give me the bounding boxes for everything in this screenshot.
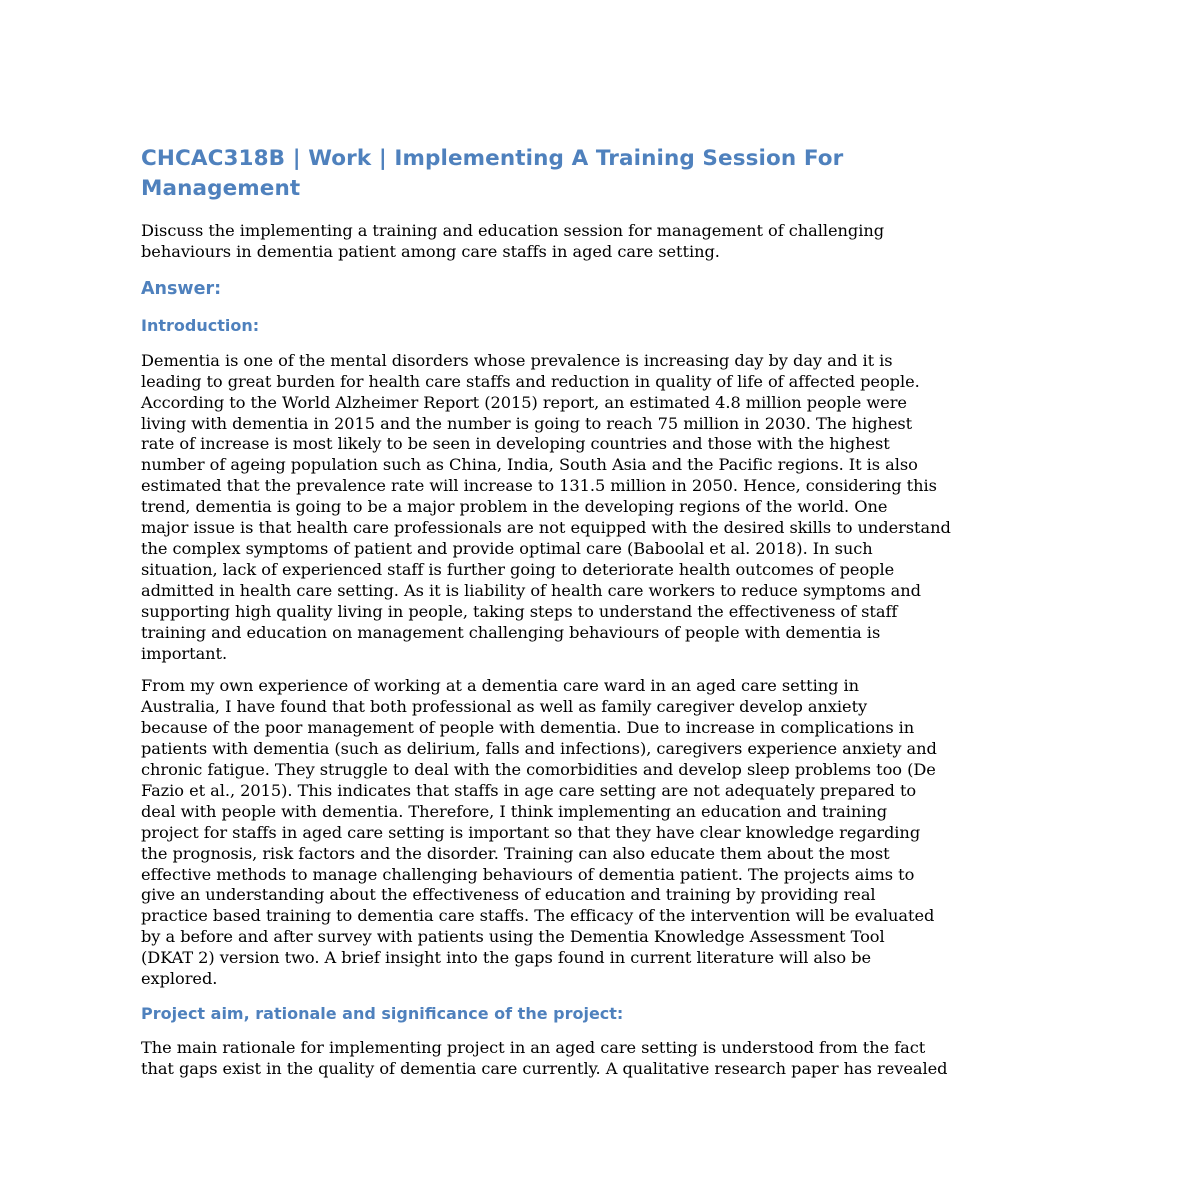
question-text: Discuss the implementing a training and education session for management of challenging behaviours in dementia patient among care staffs in aged care setting. (141, 221, 885, 261)
document-title: CHCAC318B | Work | Implementing A Training Session For Management (141, 146, 844, 201)
introduction-heading: Introduction: (141, 315, 260, 335)
project-aim-heading: Project aim, rationale and significance of the project: (141, 1004, 624, 1023)
document-page (141, 144, 1061, 1092)
introduction-paragraph-1: Dementia is one of the mental disorders whose prevalence is increasing day by day and it is leading to great burden for health care staffs and reduction in quality of life of affected people. According to the World Alzheimer Report (2015) report, an estimated 4.8 million people were living with dementia in 2015 and the number is going to reach 75 million in 2030. The highest rate of increase is most likely to be seen in developing countries and those with the highest number of ageing population such as China, India, South Asia and the Pacific regions. It is also estimated that the prevalence rate will increase to 131.5 million in 2050. Hence, considering this trend, dementia is going to be a major problem in the developing regions of the world. One major issue is that health care professionals are not equipped with the desired skills to understand the complex symptoms of patient and provide optimal care (Baboolal et al. 2018). In such situation, lack of experienced staff is further going to deteriorate health outcomes of people admitted in health care setting. As it is liability of health care workers to reduce symptoms and supporting high quality living in people, taking steps to understand the effectiveness of staff training and education on management challenging behaviours of people with dementia is important. (141, 350, 951, 663)
project-aim-paragraph: The main rationale for implementing project in an aged care setting is understood from the fact that gaps exist in the quality of dementia care currently. A qualitative research paper has revealed (141, 1038, 948, 1078)
answer-heading: Answer: (141, 278, 222, 299)
introduction-paragraph-2: From my own experience of working at a dementia care ward in an aged care setting in Australia, I have found that both professional as well as family caregiver develop anxiety because of the poor management of people with dementia. Due to increase in complications in patients with dementia (such as delirium, falls and infections), caregivers experience anxiety and chronic fatigue. They struggle to deal with the comorbidities and develop sleep problems too (De Fazio et al., 2015). This indicates that staffs in age care setting are not adequately prepared to deal with people with dementia. Therefore, I think implementing an education and training project for staffs in aged care setting is important so that they have clear knowledge regarding the prognosis, risk factors and the disorder. Training can also educate them about the most effective methods to manage challenging behaviours of dementia patient. The projects aims to give an understanding about the effectiveness of education and training by providing real practice based training to dementia care staffs. The efficacy of the intervention will be evaluated by a before and after survey with patients using the Dementia Knowledge Assessment Tool (DKAT 2) version two. A brief insight into the gaps found in current literature will also be explored. (141, 676, 937, 989)
